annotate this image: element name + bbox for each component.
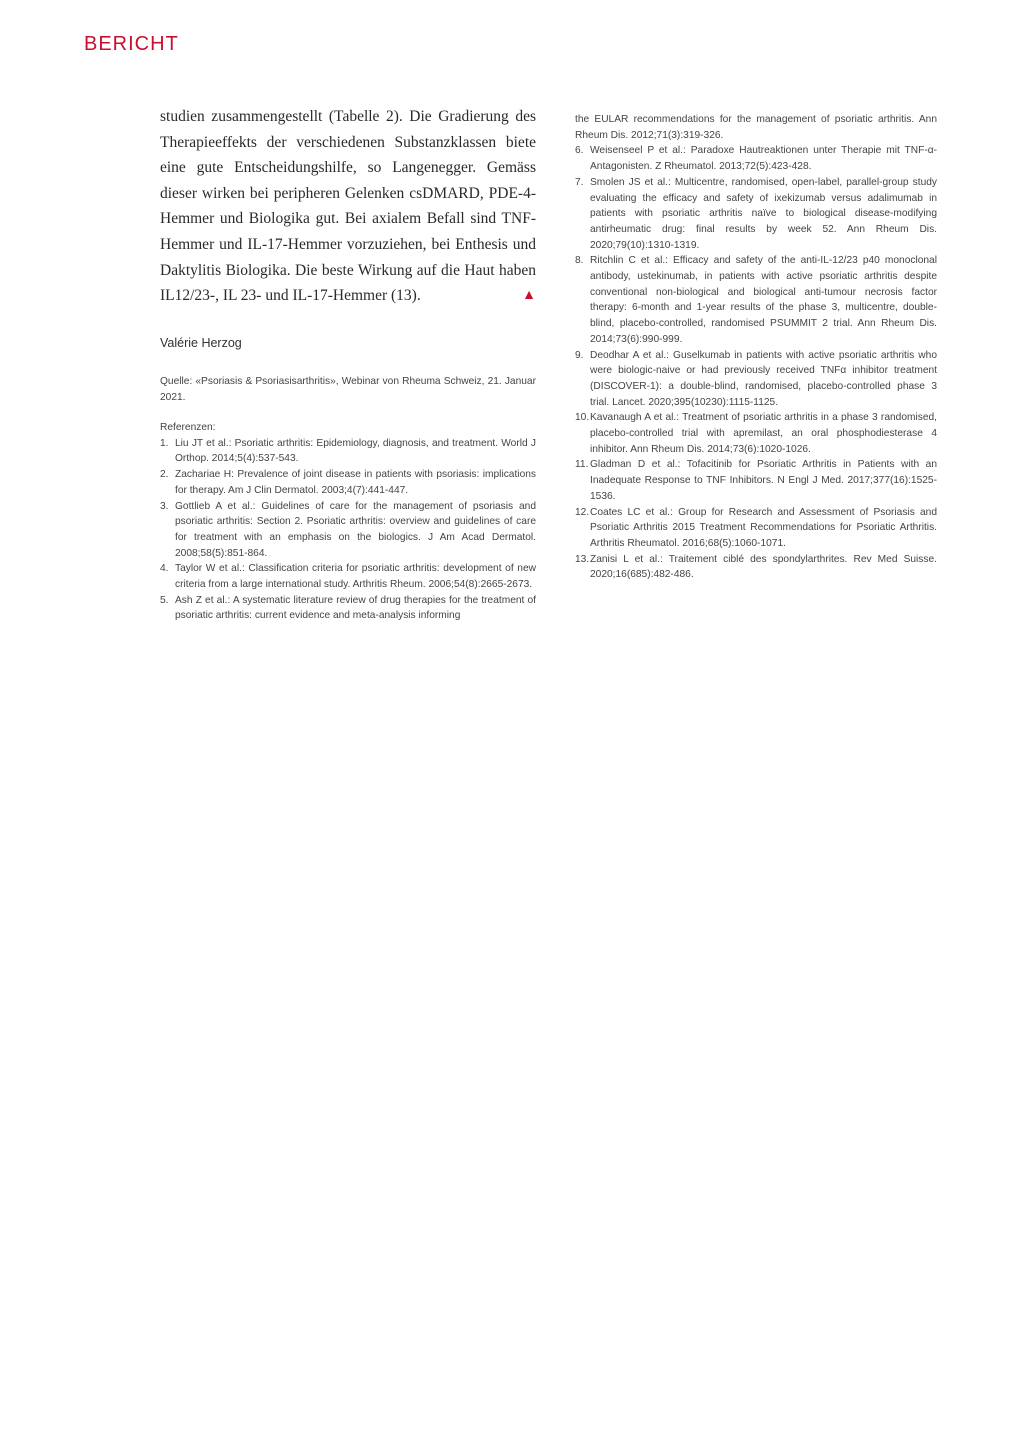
reference-item bbox=[575, 143, 937, 174]
reference-number: 9. bbox=[575, 349, 584, 361]
reference-number: 3. bbox=[160, 500, 169, 512]
reference-number: 12. bbox=[575, 506, 590, 518]
reference-continuation: the EULAR recommendations for the management of psoriatic arthritis. Ann Rheum Dis. 2012;71(3):319-326. bbox=[575, 114, 937, 141]
references-list-right bbox=[575, 143, 937, 583]
reference-item bbox=[575, 253, 937, 347]
reference-item bbox=[575, 552, 937, 583]
reference-number: 13. bbox=[575, 553, 590, 565]
reference-number: 6. bbox=[575, 145, 584, 157]
reference-item bbox=[160, 593, 536, 624]
reference-text: Taylor W et al.: Classification criteria for psoriatic arthritis: development of new criteria from a large international study. Arthritis Rheum. 2006;54(8):2665-2673. bbox=[175, 563, 536, 591]
end-of-article-icon: ▲ bbox=[522, 288, 536, 304]
reference-text: Ritchlin C et al.: Efficacy and safety of the anti-IL-12/23 p40 monoclonal antibody, ustekinumab, in patients with active psoriatic arthritis despite conventional non-biological and biological anti-tumour necrosis factor therapy: 6-month and 1-year results of the phase 3, multicentre, double-blind, placebo-controlled, randomised PSUMMIT 2 trial. Ann Rheum Dis. 2014;73(6):990-999. bbox=[590, 255, 937, 345]
reference-item bbox=[575, 505, 937, 552]
section-label: BERICHT bbox=[84, 33, 179, 55]
reference-number: 4. bbox=[160, 563, 169, 575]
article-body-text: studien zusammengestellt (Tabelle 2). Die Gradierung des Therapieeffekts der verschiedenen Substanzklassen biete eine gute Entscheidungshilfe, so Langenegger. Gemäss dieser wirken bei peripheren Gelenken csDMARD, PDE-4-Hemmer und Biologika gut. Bei axialem Befall sind TNF-Hemmer und IL-17-Hemmer vorzuziehen, bei Enthesis und Daktylitis Biologika. Die beste Wirkung auf die Haut haben IL12/23-, IL 23- und IL-17-Hemmer (13). bbox=[160, 108, 536, 305]
reference-text: Gottlieb A et al.: Guidelines of care for the management of psoriasis and psoriatic arthritis: Section 2. Psoriatic arthritis: overview and guidelines of care for treatment with an emphasis on the biologics. J Am Acad Dermatol. 2008;58(5):851-864. bbox=[175, 500, 536, 559]
reference-item bbox=[575, 457, 937, 504]
reference-text: Zachariae H: Prevalence of joint disease in patients with psoriasis: implications for therapy. Am J Clin Dermatol. 2003;4(7):441-447. bbox=[175, 469, 536, 496]
reference-number: 7. bbox=[575, 176, 584, 188]
reference-item bbox=[575, 175, 937, 254]
reference-item bbox=[575, 410, 937, 457]
reference-text: Smolen JS et al.: Multicentre, randomised, open-label, parallel-group study evaluating the efficacy and safety of ixekizumab versus adalimumab in patients with psoriatic arthritis naïve to biological disease-modifying antirheumatic drug: final results by week 52. Ann Rheum Dis. 2020;79(10):1310-1319. bbox=[590, 176, 937, 251]
source-note: Quelle: «Psoriasis & Psoriasisarthritis», Webinar von Rheuma Schweiz, 21. Januar 2021. bbox=[160, 375, 536, 403]
reference-text: Coates LC et al.: Group for Research and Assessment of Psoriasis and Psoriatic Arthritis 2015 Treatment Recommendations for Psoriatic Arthritis. Arthritis Rheumatol. 2016;68(5):1060-1071. bbox=[590, 506, 937, 549]
reference-item bbox=[160, 561, 536, 592]
reference-number: 5. bbox=[160, 594, 169, 606]
reference-item bbox=[160, 499, 536, 562]
left-column bbox=[160, 104, 536, 624]
reference-text: Liu JT et al.: Psoriatic arthritis: Epidemiology, diagnosis, and treatment. World J Orthop. 2014;5(4):537-543. bbox=[175, 437, 536, 465]
reference-number: 8. bbox=[575, 255, 584, 267]
article-body bbox=[160, 104, 536, 309]
references-list-left bbox=[160, 436, 536, 624]
reference-text: Ash Z et al.: A systematic literature review of drug therapies for the treatment of psoriatic arthritis: current evidence and meta-analysis informing bbox=[175, 594, 536, 622]
reference-number: 11. bbox=[575, 459, 589, 471]
reference-text: Kavanaugh A et al.: Treatment of psoriatic arthritis in a phase 3 randomised, placebo-controlled trial with apremilast, an oral phosphodiesterase 4 inhibitor. Ann Rheum Dis. 2014;73(6):1020-1026. bbox=[590, 412, 937, 455]
right-column bbox=[575, 112, 937, 583]
reference-item bbox=[160, 436, 536, 467]
reference-number: 1. bbox=[160, 437, 169, 449]
author-name: Valérie Herzog bbox=[160, 335, 242, 350]
reference-number: 2. bbox=[160, 469, 169, 481]
reference-text: Gladman D et al.: Tofacitinib for Psoriatic Arthritis in Patients with an Inadequate Response to TNF Inhibitors. N Engl J Med. 2017;377(16):1525-1536. bbox=[590, 459, 937, 502]
reference-text: Zanisi L et al.: Traitement ciblé des spondylarthrites. Rev Med Suisse. 2020;16(685):482-486. bbox=[590, 553, 937, 581]
references-heading: Referenzen: bbox=[160, 421, 216, 433]
reference-item bbox=[160, 467, 536, 498]
reference-text: Deodhar A et al.: Guselkumab in patients with active psoriatic arthritis who were biologic-naive or had previously received TNFα inhibitor treatment (DISCOVER-1): a double-blind, randomised, placebo-controlled phase 3 trial. Lancet. 2020;395(10230):1115-1125. bbox=[590, 349, 937, 408]
reference-number: 10. bbox=[575, 412, 590, 424]
reference-text: Weisenseel P et al.: Paradoxe Hautreaktionen unter Therapie mit TNF-α-Antagonisten. Z Rheumatol. 2013;72(5):423-428. bbox=[590, 145, 937, 173]
reference-item bbox=[575, 348, 937, 411]
